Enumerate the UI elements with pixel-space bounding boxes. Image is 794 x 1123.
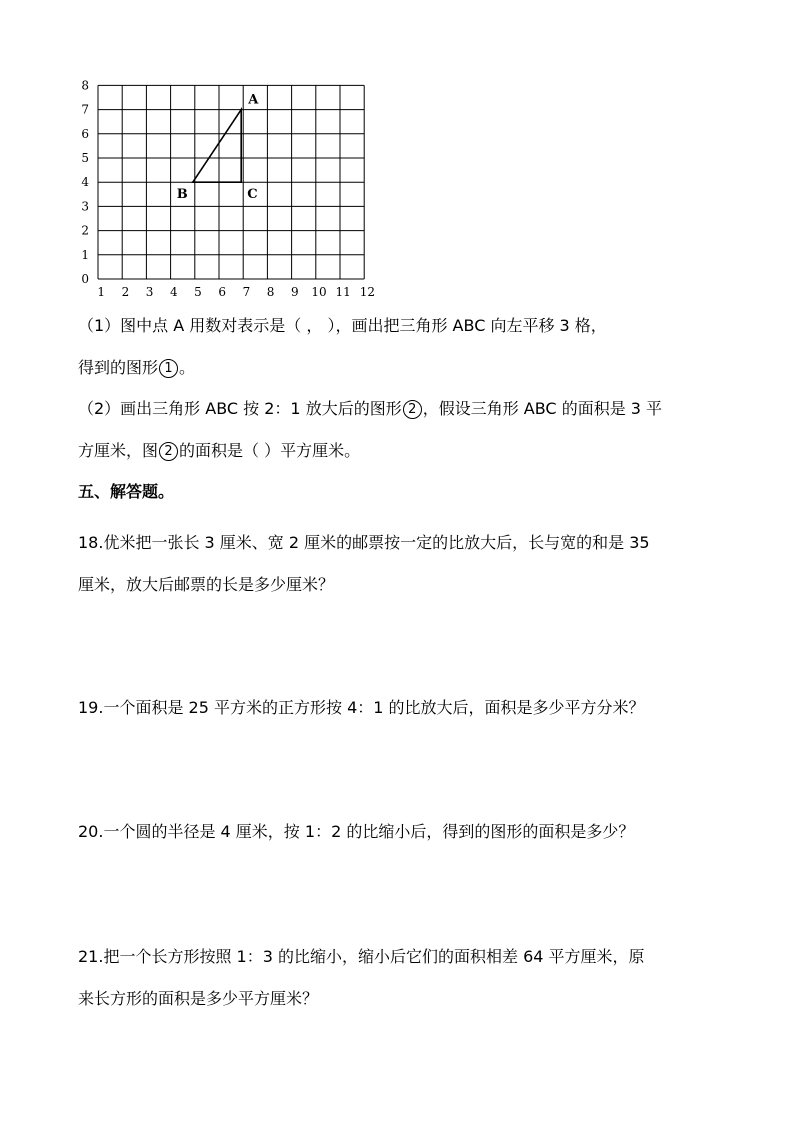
y-tick-label: 4 — [81, 175, 89, 190]
x-tick-label: 10 — [311, 285, 327, 299]
q20-line1: 20.一个圆的半径是 4 厘米，按 1：2 的比缩小后，得到的图形的面积是多少？ — [78, 822, 635, 841]
section-heading: 五、解答题。 — [78, 482, 175, 501]
x-tick-label: 8 — [266, 285, 275, 299]
x-tick-label: 5 — [194, 285, 202, 299]
coordinate-grid — [76, 80, 406, 302]
y-tick-label: 5 — [81, 151, 89, 165]
y-tick-label: 6 — [81, 126, 89, 141]
x-tick-label: 9 — [290, 285, 299, 299]
point-label-c: C — [247, 187, 258, 203]
circled-number-2: 2 — [403, 400, 422, 419]
x-tick-label: 6 — [218, 285, 227, 299]
y-tick-label: 1 — [81, 247, 89, 262]
x-tick-label: 12 — [359, 285, 376, 299]
y-tick-label: 2 — [81, 223, 89, 238]
q21-line2: 来长方形的面积是多少平方厘米？ — [78, 989, 319, 1008]
circled-number-2b: 2 — [159, 442, 178, 461]
x-tick-label: 4 — [169, 285, 178, 299]
point-label-a: A — [248, 92, 259, 108]
q18-line1: 18.优米把一张长 3 厘米、宽 2 厘米的邮票按一定的比放大后，长与宽的和是 35 — [78, 533, 650, 552]
x-tick-label: 11 — [335, 285, 351, 299]
x-tick-label: 1 — [97, 285, 106, 299]
q17-part2-line2: 方厘米，图 2 的面积是（ ）平方厘米。 — [78, 441, 361, 460]
q19-line1: 19.一个面积是 25 平方米的正方形按 4：1 的比放大后，面积是多少平方分米？ — [78, 698, 645, 717]
q18-line2: 厘米，放大后邮票的长是多少厘米？ — [78, 575, 335, 594]
x-tick-label: 3 — [145, 285, 154, 299]
x-tick-label: 7 — [242, 285, 251, 299]
q21-line1: 21.把一个长方形按照 1：3 的比缩小，缩小后它们的面积相差 64 平方厘米，原 — [78, 947, 645, 966]
y-tick-label: 3 — [81, 199, 89, 214]
x-tick-label: 2 — [121, 285, 130, 299]
y-tick-label: 0 — [81, 272, 89, 286]
q17-part1-line2: 得到的图形 1 。 — [78, 358, 196, 377]
triangle-abc — [193, 110, 241, 183]
q17-part2-line1: （2）画出三角形 ABC 按 2：1 放大后的图形 2 ，假设三角形 ABC 的面积是 3 平 — [78, 399, 663, 418]
y-tick-label: 8 — [81, 80, 89, 93]
y-tick-label: 7 — [81, 102, 89, 117]
circled-number-1: 1 — [159, 359, 178, 378]
point-label-b: B — [176, 187, 188, 203]
q17-part1-line1: （1）图中点 A 用数对表示是（ ， ），画出把三角形 ABC 向左平移 3 格， — [78, 316, 607, 335]
